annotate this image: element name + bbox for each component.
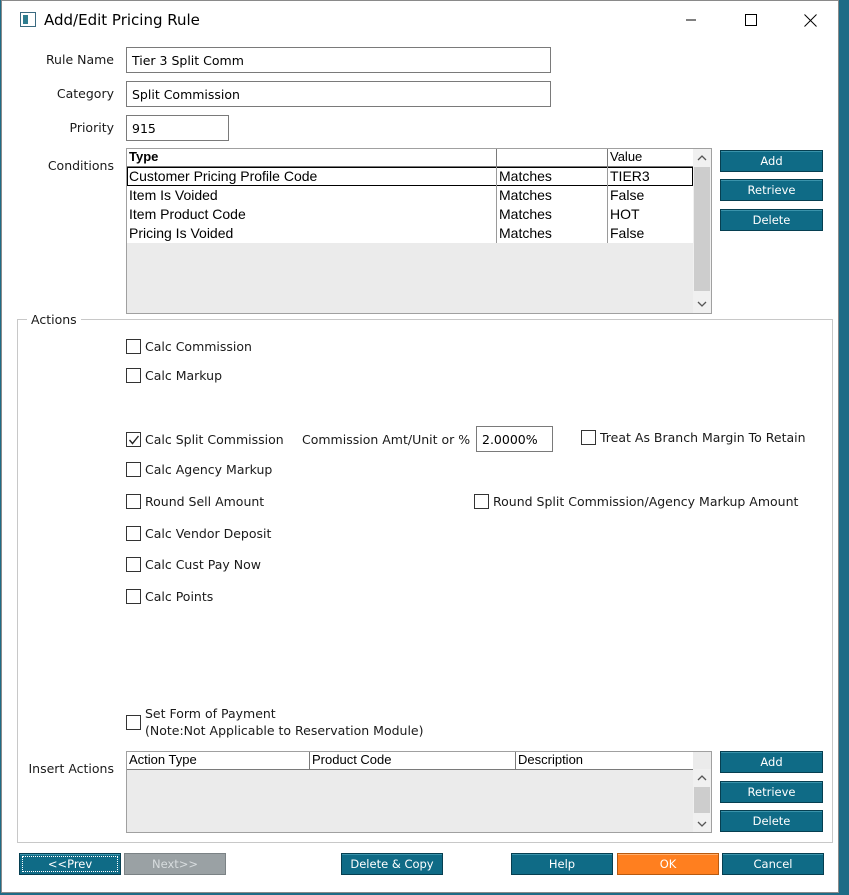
window-title: Add/Edit Pricing Rule — [44, 11, 200, 29]
minimize-button[interactable] — [668, 5, 714, 35]
scroll-up-icon[interactable] — [693, 769, 711, 786]
insert-actions-retrieve-button[interactable] — [720, 781, 823, 803]
help-button[interactable] — [511, 853, 613, 875]
delete-copy-button[interactable] — [341, 853, 443, 875]
condition-operator-cell: Matches — [497, 205, 608, 224]
button-label: Next>> — [151, 857, 199, 871]
conditions-delete-button[interactable] — [720, 209, 823, 231]
calc-agency-markup-checkbox[interactable] — [126, 462, 272, 477]
condition-row[interactable] — [127, 224, 693, 243]
button-label: <<Prev — [47, 857, 93, 871]
condition-value-cell: TIER3 — [610, 168, 650, 184]
checkbox-box[interactable] — [126, 715, 141, 730]
round-split-commission-checkbox[interactable] — [474, 494, 798, 509]
scroll-up-icon[interactable] — [693, 149, 711, 166]
button-label: Retrieve — [747, 183, 796, 197]
conditions-add-button[interactable] — [720, 150, 823, 172]
rule-name-label: Rule Name — [45, 52, 114, 67]
button-label: Retrieve — [747, 785, 796, 799]
checkbox-label: Round Sell Amount — [145, 494, 265, 509]
scroll-down-icon[interactable] — [693, 815, 711, 832]
conditions-scrollbar[interactable] — [693, 149, 711, 313]
insert-actions-grid[interactable] — [126, 751, 712, 833]
condition-value-cell: HOT — [610, 206, 640, 222]
maximize-button[interactable] — [728, 5, 774, 35]
button-label: Delete & Copy — [350, 857, 434, 871]
condition-operator-cell: Matches — [497, 167, 608, 186]
set-form-of-payment-checkbox[interactable] — [126, 705, 424, 739]
calc-split-commission-checkbox[interactable] — [126, 432, 284, 447]
checkbox-box[interactable] — [126, 589, 141, 604]
conditions-header — [127, 149, 693, 167]
button-label: Cancel — [753, 857, 793, 871]
scroll-thumb[interactable] — [694, 787, 710, 813]
set-form-of-payment-note: (Note:Not Applicable to Reservation Module) — [145, 723, 424, 738]
condition-type-cell: Pricing Is Voided — [127, 224, 497, 243]
checkbox-label: Round Split Commission/Agency Markup Amount — [493, 494, 799, 509]
calc-points-checkbox[interactable] — [126, 589, 213, 604]
button-label: Help — [548, 857, 576, 871]
checkbox-box[interactable] — [126, 368, 141, 383]
maximize-icon — [745, 14, 757, 26]
column-header-type[interactable]: Type — [127, 149, 497, 166]
button-label: OK — [659, 857, 677, 871]
condition-row[interactable] — [127, 167, 693, 186]
insert-actions-scrollbar[interactable] — [693, 769, 711, 832]
condition-operator-cell: Matches — [497, 186, 608, 205]
condition-operator-cell: Matches — [497, 224, 608, 243]
conditions-grid[interactable] — [126, 148, 712, 314]
round-sell-amount-checkbox[interactable] — [126, 494, 264, 509]
insert-actions-label: Insert Actions — [28, 761, 114, 776]
column-header-action-type[interactable]: Action Type — [127, 752, 310, 769]
scroll-thumb[interactable] — [694, 167, 710, 291]
button-label: Add — [760, 755, 783, 769]
checkbox-box[interactable] — [126, 526, 141, 541]
checkbox-box[interactable] — [126, 339, 141, 354]
condition-value-cell: False — [610, 187, 645, 203]
checkbox-label: Calc Split Commission — [145, 432, 284, 447]
checkbox-box[interactable] — [126, 462, 141, 477]
cancel-button[interactable] — [722, 853, 824, 875]
condition-type-cell: Item Is Voided — [127, 186, 497, 205]
column-header-value[interactable]: Value — [610, 149, 643, 164]
condition-value-cell: False — [610, 225, 645, 241]
checkbox-box[interactable] — [126, 557, 141, 572]
close-button[interactable] — [787, 5, 833, 35]
pricing-rule-dialog — [1, 0, 839, 893]
button-label: Delete — [752, 814, 791, 828]
category-label: Category — [56, 86, 114, 101]
condition-type-cell: Item Product Code — [127, 205, 497, 224]
rule-name-input[interactable]: Tier 3 Split Comm — [126, 47, 551, 73]
ok-button[interactable] — [617, 853, 719, 875]
calc-cust-pay-now-checkbox[interactable] — [126, 557, 261, 572]
minimize-icon — [685, 14, 697, 26]
scroll-down-icon[interactable] — [693, 295, 711, 312]
condition-row[interactable] — [127, 186, 693, 205]
next-button[interactable] — [124, 853, 226, 875]
checkbox-box[interactable] — [126, 432, 141, 447]
actions-group-title: Actions — [27, 312, 81, 327]
close-icon — [804, 14, 817, 27]
treat-as-branch-margin-checkbox[interactable] — [581, 430, 806, 445]
commission-amt-label: Commission Amt/Unit or % — [302, 432, 471, 447]
conditions-retrieve-button[interactable] — [720, 179, 823, 201]
category-input[interactable]: Split Commission — [126, 81, 551, 107]
checkbox-label — [145, 705, 424, 739]
prev-button[interactable] — [19, 853, 121, 875]
condition-row[interactable] — [127, 205, 693, 224]
condition-type-cell: Customer Pricing Profile Code — [127, 167, 497, 186]
checkbox-label: Calc Cust Pay Now — [145, 557, 261, 572]
column-header-product-code[interactable]: Product Code — [310, 752, 516, 769]
column-header-description[interactable]: Description — [518, 752, 584, 767]
checkbox-label: Calc Markup — [145, 368, 223, 383]
checkbox-label: Calc Vendor Deposit — [145, 526, 272, 541]
checkbox-box[interactable] — [474, 494, 489, 509]
conditions-label: Conditions — [47, 158, 114, 173]
app-icon — [20, 12, 36, 27]
checkbox-box[interactable] — [126, 494, 141, 509]
checkbox-box[interactable] — [581, 430, 596, 445]
checkbox-label: Calc Points — [145, 589, 214, 604]
set-form-of-payment-label: Set Form of Payment — [145, 706, 276, 721]
calc-vendor-deposit-checkbox[interactable] — [126, 526, 271, 541]
insert-actions-delete-button[interactable] — [720, 810, 823, 832]
checkmark-icon — [128, 434, 140, 446]
priority-label: Priority — [69, 120, 114, 135]
button-label: Delete — [752, 213, 791, 227]
checkbox-label: Treat As Branch Margin To Retain — [600, 430, 806, 445]
title-bar[interactable] — [2, 1, 838, 39]
calc-markup-checkbox[interactable] — [126, 368, 222, 383]
calc-commission-checkbox[interactable] — [126, 339, 252, 354]
insert-actions-add-button[interactable] — [720, 751, 823, 773]
checkbox-label: Calc Agency Markup — [145, 462, 273, 477]
checkbox-label: Calc Commission — [145, 339, 252, 354]
priority-input[interactable]: 915 — [126, 115, 229, 141]
column-header-operator[interactable] — [497, 149, 608, 166]
button-label: Add — [760, 154, 783, 168]
insert-actions-header — [127, 752, 693, 770]
commission-amt-input[interactable]: 2.0000% — [476, 426, 553, 452]
